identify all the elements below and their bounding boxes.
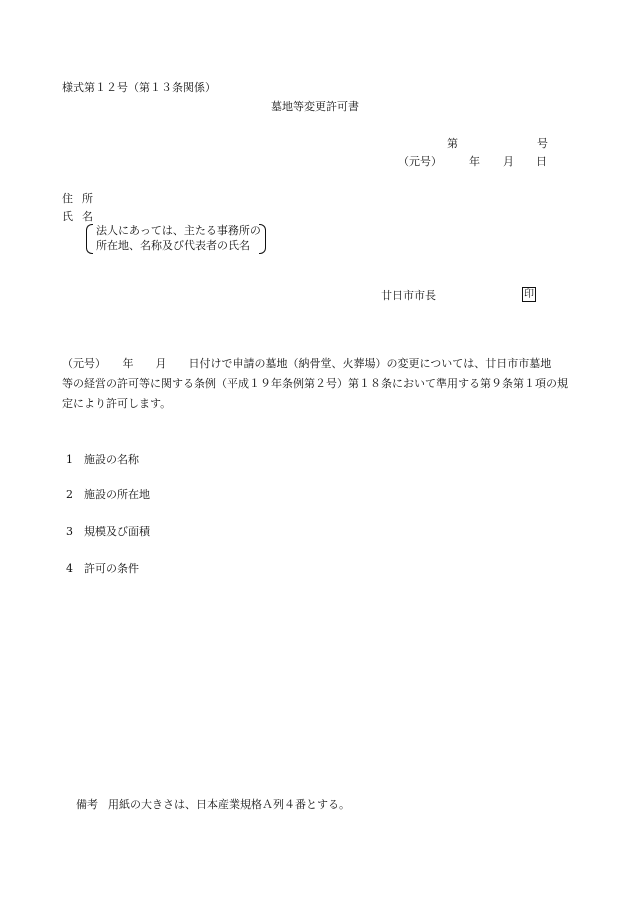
address-label: 住所 <box>62 192 102 205</box>
date-era: （元号） <box>398 155 442 168</box>
item-conditions <box>66 563 139 574</box>
remarks-label: 備考 <box>76 798 98 811</box>
corporation-note-line2: 所在地、名称及び代表者の氏名 <box>96 239 250 252</box>
item-facility-location <box>66 489 150 500</box>
item-number: 3 <box>66 525 73 538</box>
item-number: 2 <box>66 488 73 501</box>
item-label: 施設の所在地 <box>84 488 150 501</box>
remarks <box>76 799 350 810</box>
item-number: 1 <box>66 453 73 466</box>
item-facility-name <box>66 454 139 465</box>
permission-body <box>62 358 574 418</box>
item-scale-area <box>66 526 150 537</box>
bracket-left <box>86 224 93 254</box>
remarks-text: 用紙の大きさは、日本産業規格Ａ列４番とする。 <box>108 798 350 811</box>
item-label: 許可の条件 <box>84 562 139 575</box>
name-label: 氏名 <box>62 210 102 223</box>
document-number-prefix: 第 <box>447 137 458 150</box>
body-line: 等の経営の許可等に関する条例（平成１９年条例第２号）第１８条において準用する第９条第１項の規 <box>62 377 568 390</box>
item-label: 規模及び面積 <box>84 525 150 538</box>
issuer-mayor: 廿日市市長 <box>381 289 436 302</box>
document-title: 墓地等変更許可書 <box>271 100 359 113</box>
item-number: 4 <box>66 562 73 575</box>
form-number: 様式第１２号（第１３条関係） <box>62 81 216 94</box>
bracket-right <box>259 224 266 254</box>
document-number-suffix: 号 <box>537 137 548 150</box>
item-label: 施設の名称 <box>84 453 139 466</box>
corporation-note-line1: 法人にあっては、主たる事務所の <box>96 224 261 237</box>
corporation-note <box>86 224 266 254</box>
date-month-label: 月 <box>503 155 514 168</box>
body-line: 定により許可します。 <box>62 397 172 410</box>
date-day-label: 日 <box>536 155 547 168</box>
date-year-label: 年 <box>469 155 480 168</box>
seal-box: 印 <box>524 289 534 300</box>
body-line: （元号） 年 月 日付けで申請の墓地（納骨堂、火葬場）の変更については、廿日市市墓地 <box>62 357 552 370</box>
